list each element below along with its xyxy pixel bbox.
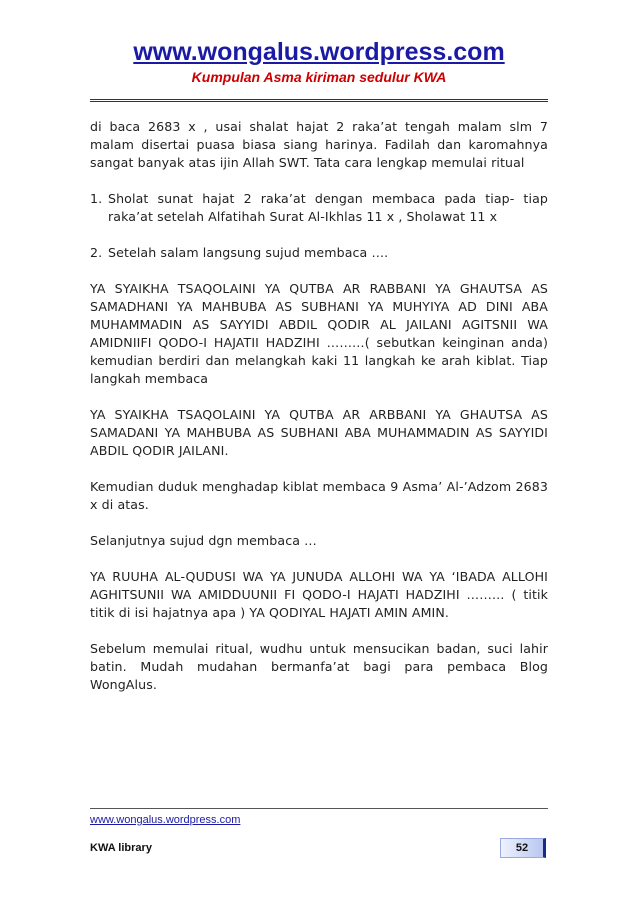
step-item-1 [90,190,548,226]
header-divider [90,99,548,102]
footer-url[interactable]: www.wongalus.wordpress.com [90,814,241,826]
prayer-paragraph-2: YA SYAIKHA TSAQOLAINI YA QUTBA AR ARBBANI YA GHAUTSA AS SAMADANI YA MAHBUBA AS SUBHANI ABA MUHAMMADIN AS SAYYIDI ABDIL QODIR JAILANI. [90,407,548,458]
prayer-paragraph-5: YA RUUHA AL-QUDUSI WA YA JUNUDA ALLOHI WA YA ‘IBADA ALLOHI AGHITSUNII WA AMIDDUUNII FI QODO-I HAJATI HADZIHI ……… ( titik titik di isi hajatnya apa ) YA QODIYAL HAJATI AMIN AMIN. [90,569,548,620]
intro-paragraph: di baca 2683 x , usai shalat hajat 2 raka’at tengah malam slm 7 malam disertai puasa biasa siang harinya. Fadilah dan karomahnya sangat banyak atas ijin Allah SWT. Tata cara lengkap memulai ritual [90,119,548,170]
page-number-badge: 52 [500,838,546,858]
prayer-paragraph-1: YA SYAIKHA TSAQOLAINI YA QUTBA AR RABBANI YA GHAUTSA AS SAMADHANI YA MAHBUBA AS SUBHANI YA MUHYIYA AD DINI ABA MUHAMMADIN AS SAYYIDI ABDIL QODIR AL JAILANI AGITSNII WA AMIDNIIFI QODO-I HAJATII HADZIHI ………( sebutkan keinginan anda) kemudian berdiri dan melangkah kaki 11 langkah ke arah kiblat. Tiap langkah membaca [90,281,548,386]
instruction-paragraph-4: Selanjutnya sujud dgn membaca … [90,533,317,548]
document-body [90,118,548,712]
closing-paragraph: Sebelum memulai ritual, wudhu untuk mensucikan badan, suci lahir batin. Mudah mudahan bermanfa’at bagi para pembaca Blog WongAlus. [90,641,548,692]
header-subtitle: Kumpulan Asma kiriman sedulur KWA [191,69,447,85]
step-text: Setelah salam langsung sujud membaca …. [108,245,389,260]
step-number: 1. [90,191,103,206]
footer-library: KWA library [90,842,152,854]
step-item-2 [90,244,548,262]
footer-divider [90,808,548,809]
step-text: Sholat sunat hajat 2 raka’at dengan membaca pada tiap- tiap raka’at setelah Alfatihah Surat Al-Ikhlas 11 x , Sholawat 11 x [108,191,548,224]
header-url[interactable]: www.wongalus.wordpress.com [133,38,505,66]
instruction-paragraph-3: Kemudian duduk menghadap kiblat membaca 9 Asma’ Al-’Adzom 2683 x di atas. [90,479,548,512]
step-number: 2. [90,245,103,260]
